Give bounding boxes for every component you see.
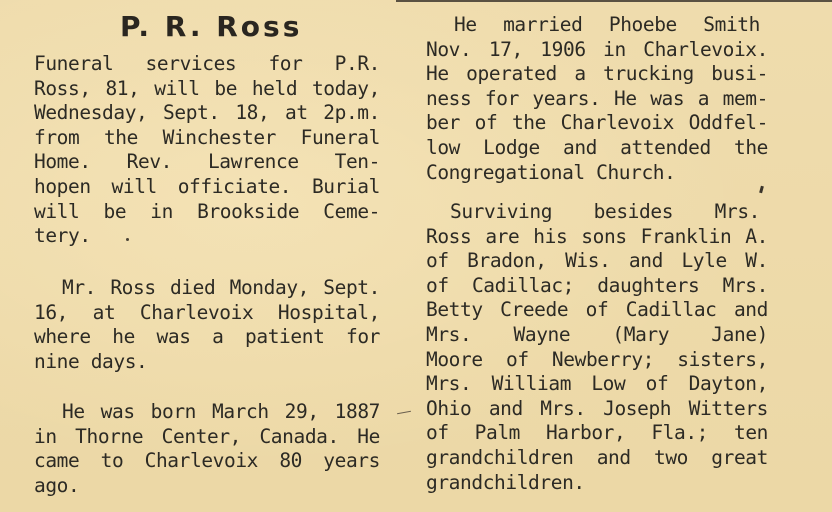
print-smudge [397, 411, 411, 414]
text-line: Congregational Church. [426, 160, 676, 184]
text-line: 16, at Charlevoix Hospital, [34, 300, 380, 324]
text-line: Ross, 81, will be held today, [34, 76, 380, 100]
text-line: where he was a patient for [34, 325, 380, 349]
text-line: Home. Rev. Lawrence Ten- [34, 150, 380, 174]
text-line: He was born March 29, 1887 [62, 400, 380, 423]
text-line: will be in Brookside Ceme- [34, 199, 380, 223]
text-line: of Palm Harbor, Fla.; ten [426, 421, 768, 445]
text-line: Surviving besides Mrs. [450, 200, 760, 223]
text-line: Betty Creede of Cadillac and [426, 298, 768, 322]
text-line: came to Charlevoix 80 years [34, 449, 380, 473]
paragraph-funeral-services [34, 52, 380, 249]
text-line: ber of the Charlevoix Oddfel- [426, 111, 768, 135]
column-rule [396, 0, 832, 2]
text-line: Mrs. Wayne (Mary Jane) [426, 322, 768, 346]
print-speck [126, 238, 129, 241]
text-line: low Lodge and attended the [426, 135, 768, 159]
text-line: Ross are his sons Franklin A. [426, 224, 768, 248]
text-line: Funeral services for P.R. [34, 52, 380, 75]
paragraph-marriage [454, 13, 760, 38]
text-line: from the Winchester Funeral [34, 125, 380, 149]
text-line: Mr. Ross died Monday, Sept. [62, 276, 380, 299]
text-line: grandchildren and two great [426, 445, 768, 469]
paragraph-survivors [450, 200, 760, 225]
paragraph-survivors-cont [426, 225, 768, 496]
paragraph-birth [62, 400, 380, 425]
paragraph-death-cont [34, 301, 380, 375]
text-line: tery. [34, 224, 91, 248]
text-line: Moore of Newberry; sisters, [426, 347, 768, 371]
paragraph-marriage-cont [426, 38, 768, 186]
text-line: ness for years. He was a mem- [426, 86, 768, 110]
obituary-title: P. R. Ross [120, 10, 303, 43]
text-line: He operated a trucking busi- [426, 62, 768, 86]
text-line: of Bradon, Wis. and Lyle W. [426, 249, 768, 273]
text-line: Nov. 17, 1906 in Charlevoix. [426, 37, 768, 61]
text-line: in Thorne Center, Canada. He [34, 424, 380, 448]
text-line: grandchildren. [426, 470, 585, 494]
paragraph-birth-cont [34, 425, 380, 499]
text-line: Ohio and Mrs. Joseph Witters [426, 396, 768, 420]
paragraph-death [62, 276, 380, 301]
text-line: Mrs. William Low of Dayton, [426, 372, 768, 396]
text-line: of Cadillac; daughters Mrs. [426, 273, 768, 297]
text-line: He married Phoebe Smith [454, 13, 760, 36]
print-mark [759, 186, 764, 194]
text-line: nine days. [34, 349, 148, 373]
text-line: Wednesday, Sept. 18, at 2p.m. [34, 101, 380, 125]
text-line: hopen will officiate. Burial [34, 174, 380, 198]
text-line: ago. [34, 473, 80, 497]
